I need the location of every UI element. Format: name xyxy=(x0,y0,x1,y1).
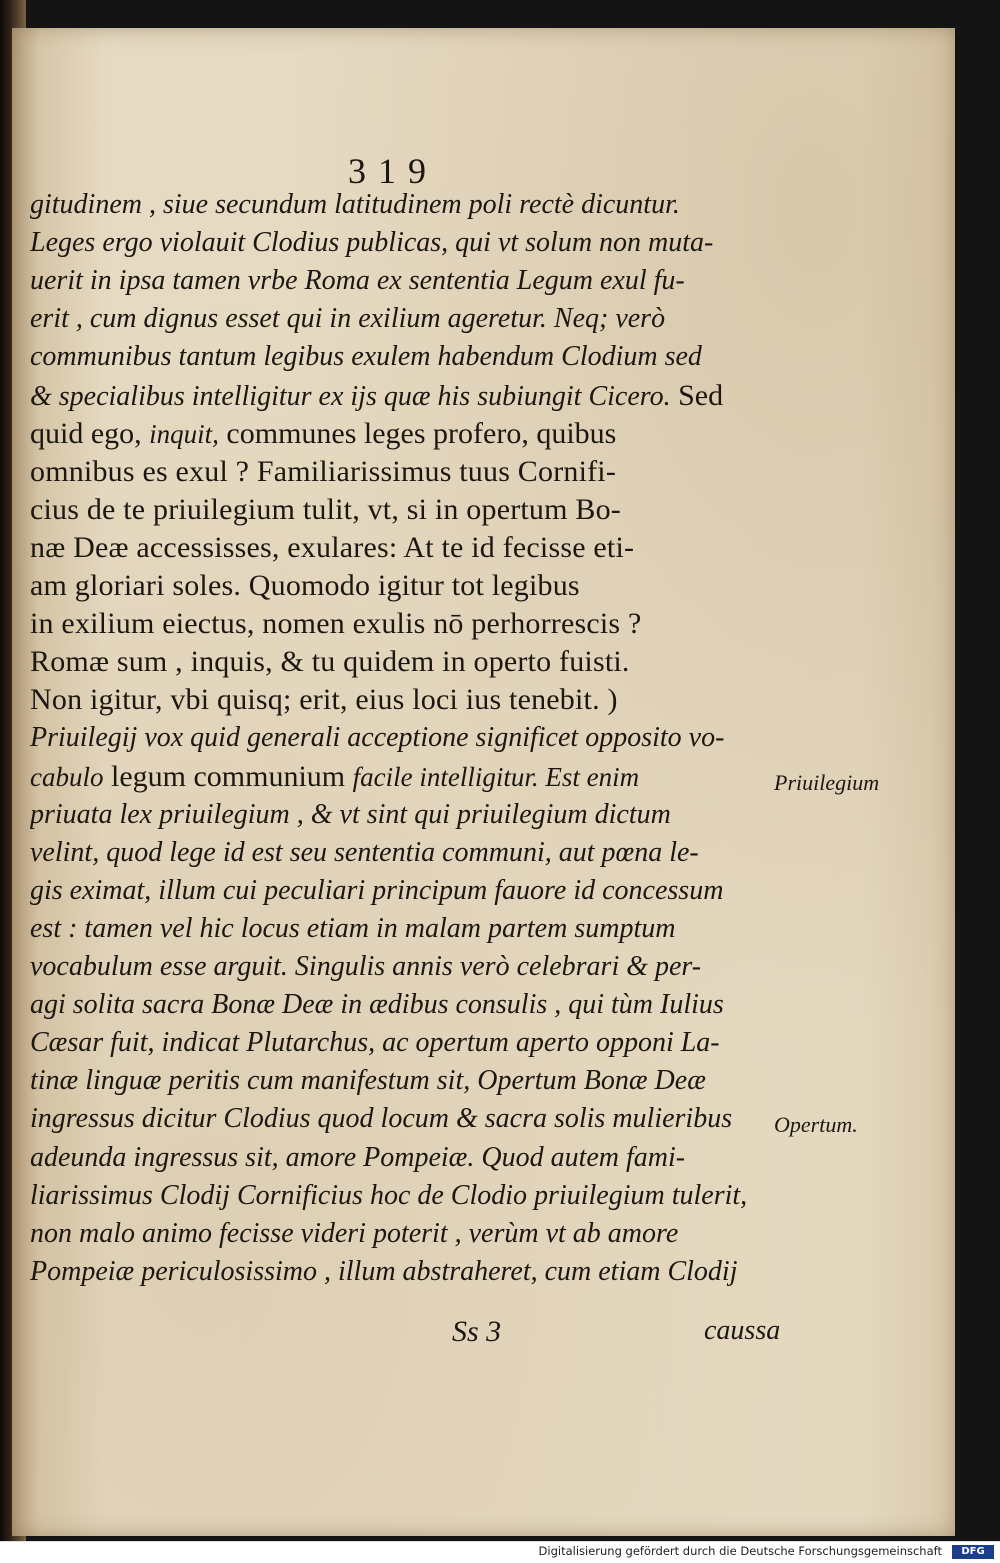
marginal-note: Priuilegium xyxy=(774,769,880,795)
marginal-note: Opertum. xyxy=(774,1112,858,1138)
italic-span: inquit, xyxy=(149,418,219,449)
footer-bar xyxy=(0,1541,1000,1563)
text-line: non malo animo fecisse videri poterit , verùm vt ab amore xyxy=(30,1217,679,1249)
text-line: & specialibus intelligitur ex ijs quæ his subiungit Cicero. Sed xyxy=(30,378,724,412)
text-line: omnibus es exul ? Familiarissimus tuus Cornifi- xyxy=(30,454,617,488)
text-line: Cæsar fuit, indicat Plutarchus, ac opertum aperto opponi La- xyxy=(30,1027,720,1059)
text-line: cabulo legum communium facile intelligitur. Est enim xyxy=(30,759,640,793)
page-number: 319 xyxy=(348,151,438,191)
signature-mark: Ss 3 xyxy=(452,1315,502,1348)
text-line: in exilium eiectus, nomen exulis nō perhorrescis ? xyxy=(30,607,642,641)
footer-credit: Digitalisierung gefördert durch die Deutsche Forschungsgemeinschaft xyxy=(538,1544,942,1558)
dfg-logo: DFG xyxy=(952,1545,994,1559)
text-line: communibus tantum legibus exulem habendum Clodium sed xyxy=(30,341,702,373)
text-line: Romæ sum , inquis, & tu quidem in operto fuisti. xyxy=(30,645,630,679)
book-page xyxy=(12,28,955,1536)
text-line: agi solita sacra Bonæ Deæ in ædibus consulis , qui tùm Iulius xyxy=(30,989,724,1021)
text-line: ingressus dicitur Clodius quod locum & sacra solis mulieribus xyxy=(30,1103,733,1135)
text-line: Priuilegij vox quid generali acceptione significet opposito vo- xyxy=(30,722,725,754)
text-line: Non igitur, vbi quisq; erit, eius loci ius tenebit. ) xyxy=(30,683,618,717)
text-line: cius de te priuilegium tulit, vt, si in opertum Bo- xyxy=(30,492,621,526)
text-line: uerit in ipsa tamen vrbe Roma ex sententia Legum exul fu- xyxy=(30,265,685,297)
text-line: am gloriari soles. Quomodo igitur tot legibus xyxy=(30,569,580,602)
text-line: adeunda ingressus sit, amore Pompeiæ. Quod autem fami- xyxy=(30,1141,686,1173)
catchword: caussa xyxy=(704,1315,781,1346)
text-line: est : tamen vel hic locus etiam in malam partem sumptum xyxy=(30,912,676,944)
text-line: Pompeiæ periculosissimo , illum abstraheret, cum etiam Clodij xyxy=(30,1255,738,1287)
italic-span: facile intelligitur. Est enim xyxy=(352,761,640,792)
text-line: vocabulum esse arguit. Singulis annis verò celebrari & per- xyxy=(30,951,702,982)
roman-span: Sed xyxy=(670,378,724,412)
text-line: erit , cum dignus esset qui in exilium ageretur. Neq; verò xyxy=(30,303,666,335)
text-line: næ Deæ accessisses, exulares: At te id fecisse eti- xyxy=(30,530,635,564)
text-line: velint, quod lege id est seu sententia communi, aut pœna le- xyxy=(30,836,699,868)
text-line: gitudinem , siue secundum latitudinem poli rectè dicuntur. xyxy=(30,189,680,220)
text-line: liarissimus Clodij Cornificius hoc de Clodio priuilegium tulerit, xyxy=(30,1179,748,1211)
text-line: Leges ergo violauit Clodius publicas, qui vt solum non muta- xyxy=(30,227,714,259)
italic-span: cabulo xyxy=(30,761,104,792)
text-line: tinæ linguæ peritis cum manifestum sit, Opertum Bonæ Deæ xyxy=(30,1065,706,1097)
text-line: priuata lex priuilegium , & vt sint qui priuilegium dictum xyxy=(30,798,671,830)
text-line: gis eximat, illum cui peculiari principum fauore id concessum xyxy=(30,874,724,906)
text-line: quid ego, inquit, communes leges profero, quibus xyxy=(30,416,617,450)
